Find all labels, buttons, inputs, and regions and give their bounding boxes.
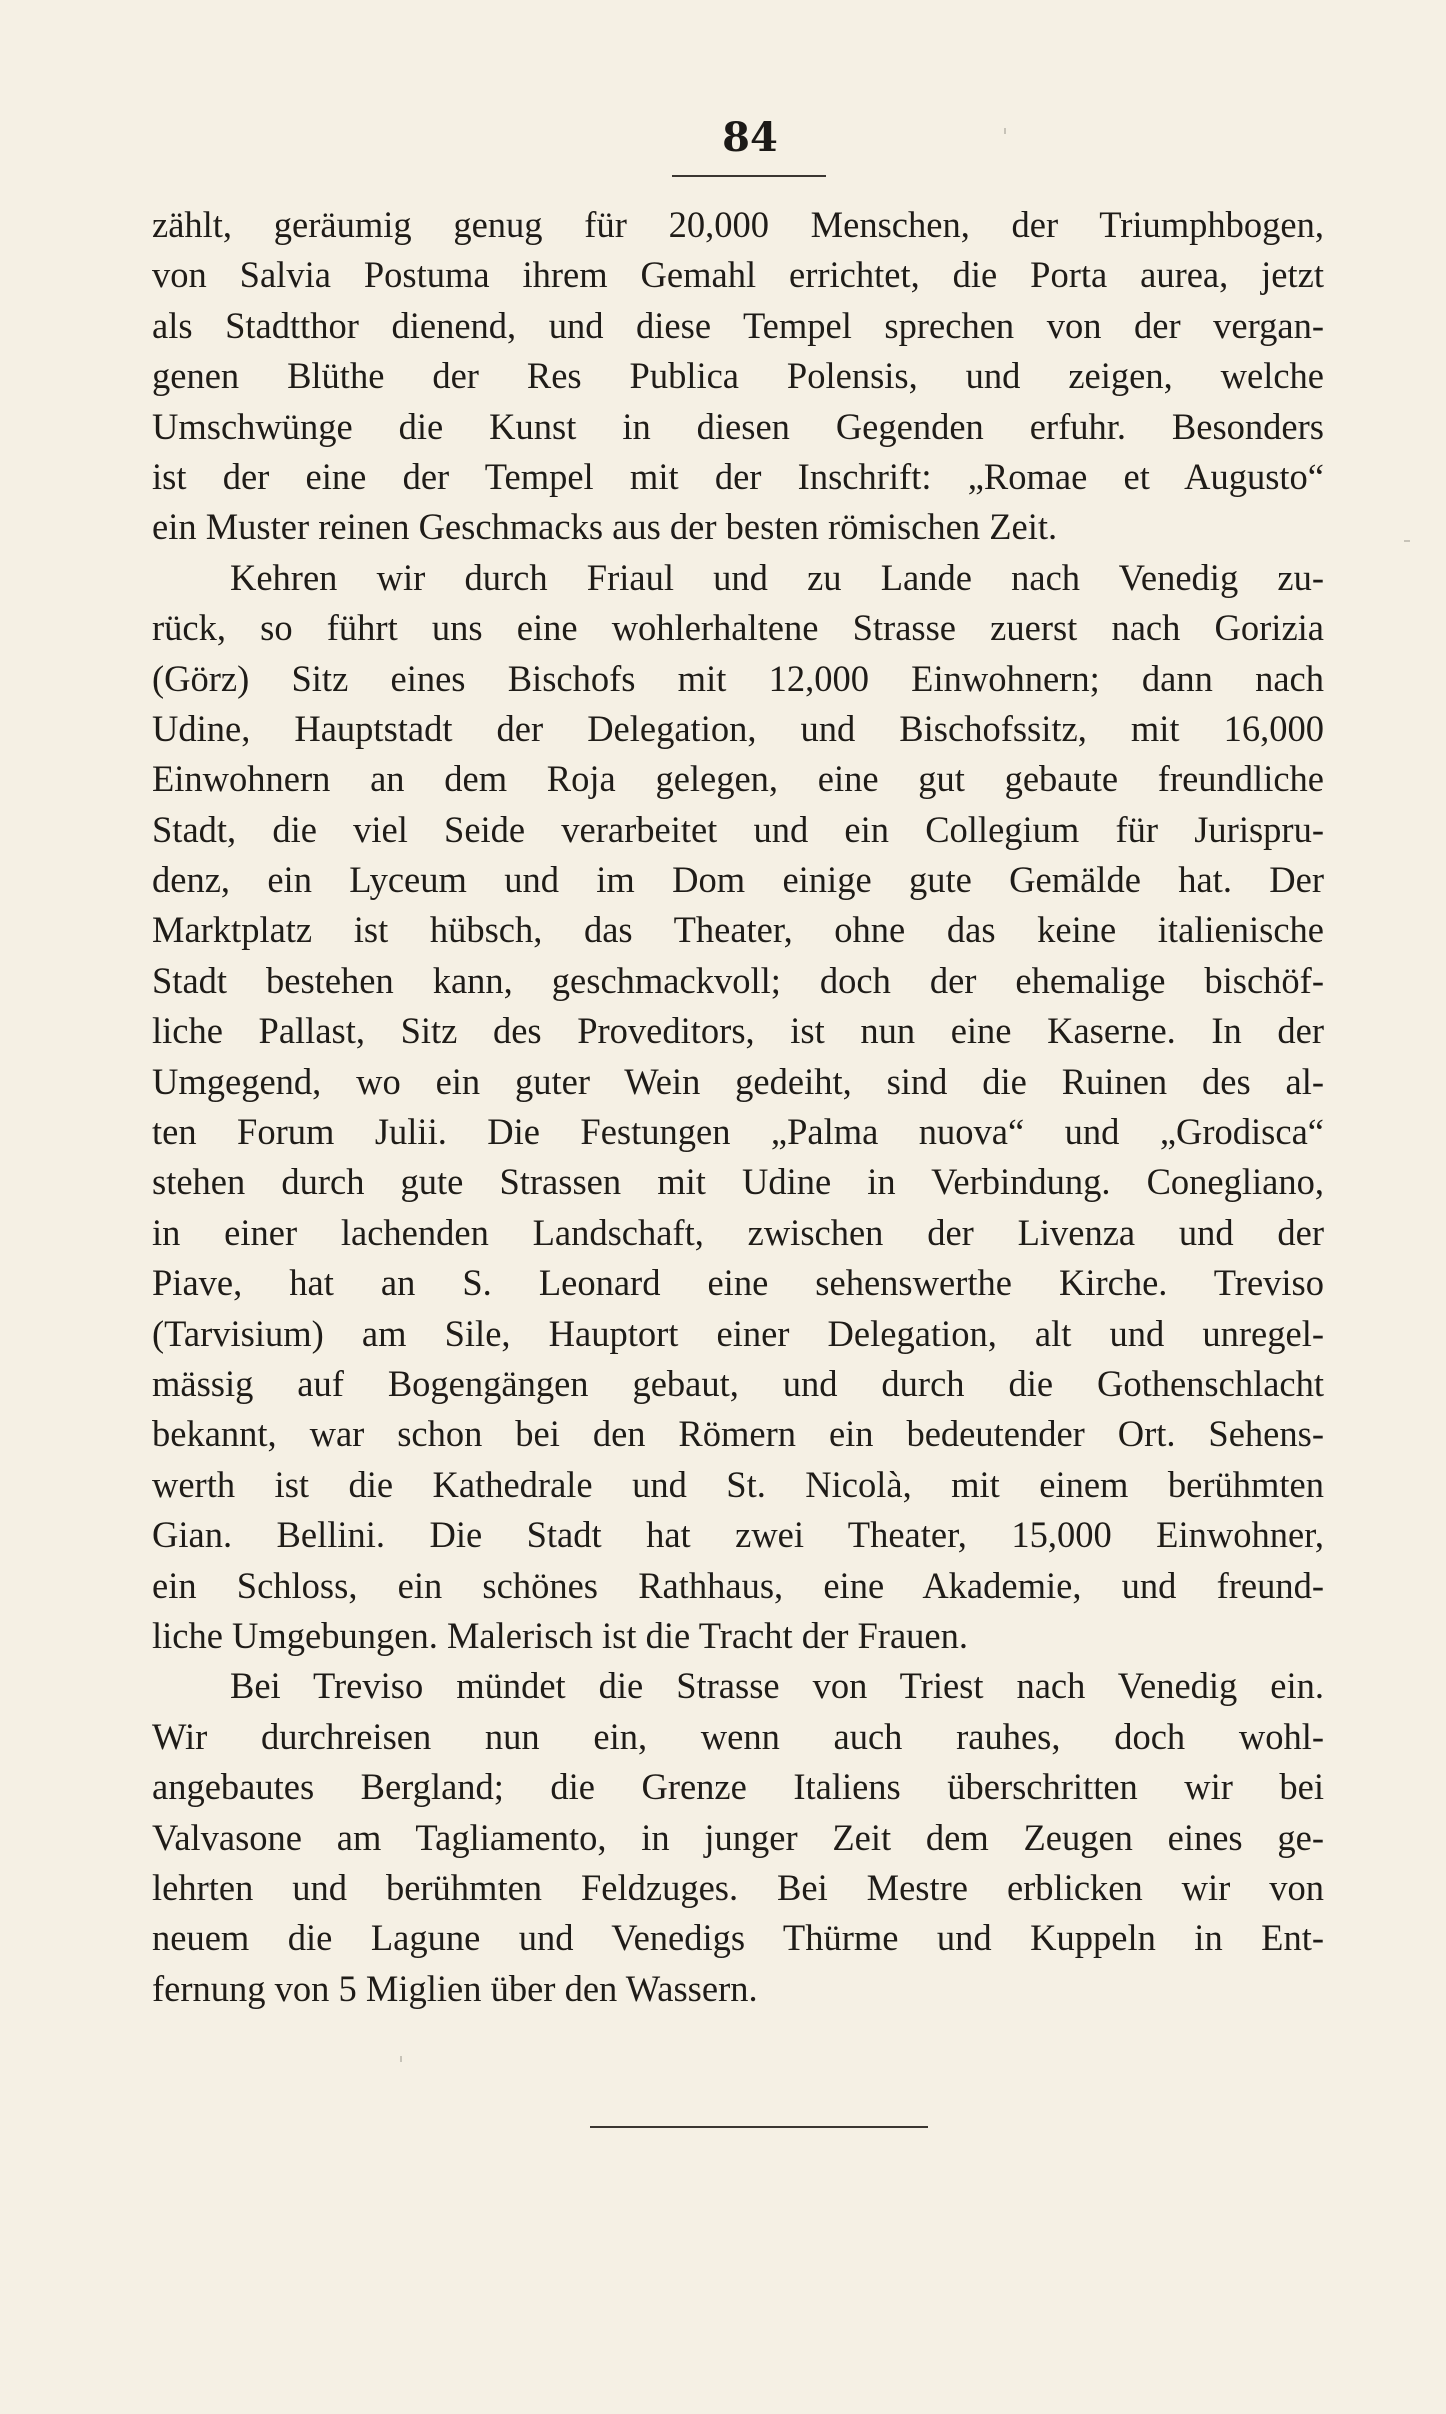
- text-line: lehrten und berühmten Feldzuges. Bei Mestre erblicken wir von: [152, 1866, 1324, 1908]
- text-line: Bei Treviso mündet die Strasse von Triest nach Venedig ein.: [230, 1665, 1324, 1707]
- text-line: von Salvia Postuma ihrem Gemahl errichtet, die Porta aurea, jetzt: [152, 254, 1324, 296]
- text-line: werth ist die Kathedrale und St. Nicolà, mit einem berühmten: [152, 1463, 1324, 1505]
- text-line: Wir durchreisen nun ein, wenn auch rauhes, doch wohl-: [152, 1715, 1324, 1757]
- text-line: zählt, geräumig genug für 20,000 Menschen, der Triumphbogen,: [152, 204, 1324, 245]
- text-line: rück, so führt uns eine wohlerhaltene Strasse zuerst nach Gorizia: [152, 607, 1324, 649]
- text-line: ist der eine der Tempel mit der Inschrift: „Romae et Augusto“: [152, 455, 1324, 497]
- text-line: ein Schloss, ein schönes Rathhaus, eine Akademie, und freund-: [152, 1564, 1324, 1606]
- text-line: als Stadtthor dienend, und diese Tempel sprechen von der vergan-: [152, 304, 1324, 346]
- text-line: Umschwünge die Kunst in diesen Gegenden erfuhr. Besonders: [152, 405, 1324, 447]
- text-line: (Görz) Sitz eines Bischofs mit 12,000 Einwohnern; dann nach: [152, 657, 1324, 699]
- text-line: in einer lachenden Landschaft, zwischen der Livenza und der: [152, 1211, 1324, 1253]
- text-line: ten Forum Julii. Die Festungen „Palma nuova“ und „Grodisca“: [152, 1111, 1324, 1153]
- text-line: (Tarvisium) am Sile, Hauptort einer Delegation, alt und unregel-: [152, 1312, 1324, 1354]
- text-line: denz, ein Lyceum und im Dom einige gute Gemälde hat. Der: [152, 859, 1324, 901]
- text-line: neuem die Lagune und Venedigs Thürme und Kuppeln in Ent-: [152, 1917, 1324, 1959]
- paper-speck: [1404, 540, 1410, 542]
- text-line: fernung von 5 Miglien über den Wassern.: [152, 1967, 758, 2009]
- text-line: Marktplatz ist hübsch, das Theater, ohne das keine italienische: [152, 909, 1324, 951]
- text-line: liche Umgebungen. Malerisch ist die Tracht der Frauen.: [152, 1614, 968, 1656]
- text-line: Udine, Hauptstadt der Delegation, und Bischofssitz, mit 16,000: [152, 707, 1324, 749]
- text-line: Kehren wir durch Friaul und zu Lande nach Venedig zu-: [230, 556, 1324, 598]
- text-line: Umgegend, wo ein guter Wein gedeiht, sind die Ruinen des al-: [152, 1060, 1324, 1102]
- text-line: Stadt, die viel Seide verarbeitet und ein Collegium für Jurispru-: [152, 808, 1324, 850]
- header-rule: [672, 175, 826, 177]
- paper-speck: [1004, 128, 1006, 134]
- text-line: stehen durch gute Strassen mit Udine in Verbindung. Conegliano,: [152, 1161, 1324, 1203]
- text-line: Valvasone am Tagliamento, in junger Zeit dem Zeugen eines ge-: [152, 1816, 1324, 1858]
- text-line: mässig auf Bogengängen gebaut, und durch die Gothenschlacht: [152, 1362, 1324, 1404]
- text-line: ein Muster reinen Geschmacks aus der besten römischen Zeit.: [152, 506, 1058, 548]
- text-line: liche Pallast, Sitz des Proveditors, ist nun eine Kaserne. In der: [152, 1010, 1324, 1052]
- text-line: genen Blüthe der Res Publica Polensis, und zeigen, welche: [152, 355, 1324, 397]
- footer-rule: [590, 2126, 928, 2128]
- text-line: Gian. Bellini. Die Stadt hat zwei Theater, 15,000 Einwohner,: [152, 1514, 1324, 1556]
- text-line: angebautes Bergland; die Grenze Italiens überschritten wir bei: [152, 1766, 1324, 1808]
- text-line: bekannt, war schon bei den Römern ein bedeutender Ort. Sehens-: [152, 1413, 1324, 1455]
- body-text: [152, 200, 1324, 2014]
- text-line: Piave, hat an S. Leonard eine sehenswerthe Kirche. Treviso: [152, 1262, 1324, 1304]
- text-line: Stadt bestehen kann, geschmackvoll; doch der ehemalige bischöf-: [152, 959, 1324, 1001]
- paper-speck: [400, 2056, 402, 2062]
- text-line: Einwohnern an dem Roja gelegen, eine gut gebaute freundliche: [152, 758, 1324, 800]
- page-number: 84: [722, 114, 778, 161]
